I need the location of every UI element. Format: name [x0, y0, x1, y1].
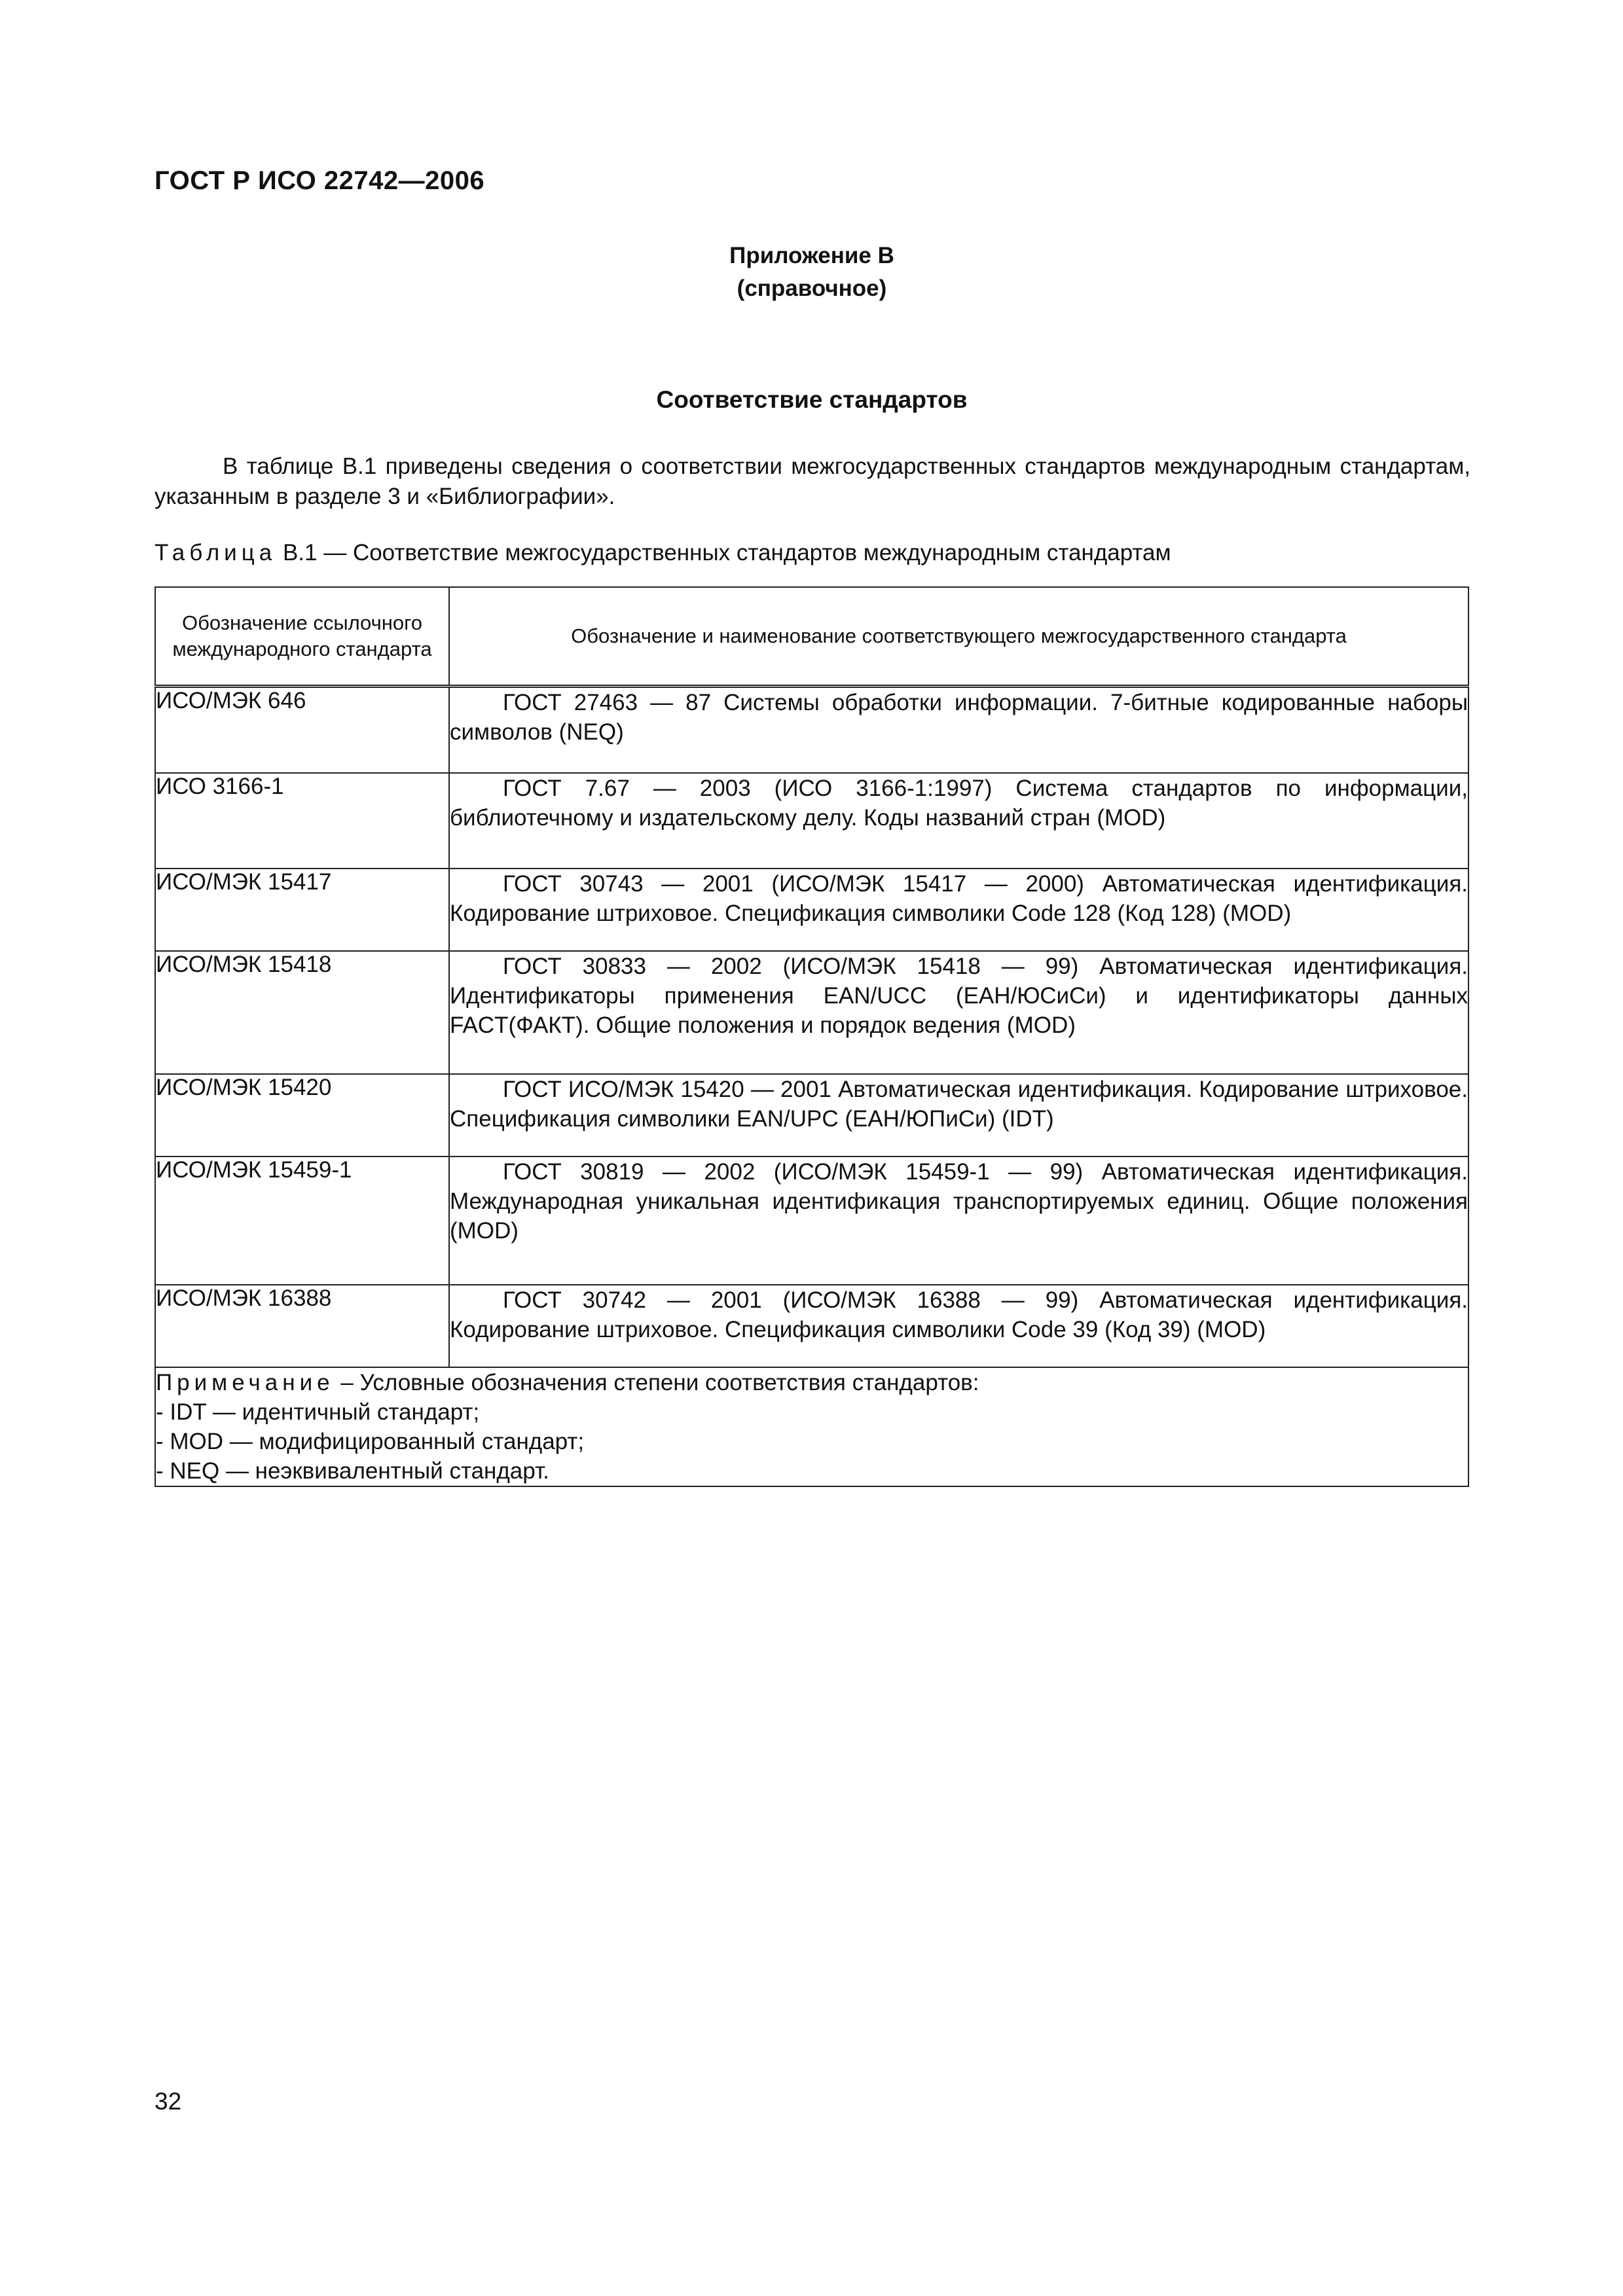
section-title: Соответствие стандартов: [656, 386, 968, 413]
header-international-standard: Обозначение ссылочного международного стандарта: [155, 587, 449, 687]
table-caption: [155, 540, 1171, 566]
table-row: [155, 773, 1468, 869]
international-code-cell: ИСО/МЭК 15418: [155, 951, 449, 1074]
annex-status: (справочное): [737, 276, 887, 301]
interstate-standard-cell: ГОСТ 7.67 — 2003 (ИСО 3166-1:1997) Система стандартов по информации, библиотечному и издательскому делу. Коды названий стран (MOD): [449, 773, 1468, 869]
note-intro: – Условные обозначения степени соответствия стандартов:: [334, 1369, 979, 1395]
note-item: - MOD — модифицированный стандарт;: [156, 1428, 585, 1454]
note-heading: [156, 1368, 1468, 1397]
international-code-cell: ИСО/МЭК 646: [155, 687, 449, 773]
international-code-cell: ИСО/МЭК 15417: [155, 869, 449, 951]
interstate-standard-cell: ГОСТ 27463 — 87 Системы обработки информации. 7-битные кодированные наборы символов (NEQ): [449, 687, 1468, 773]
note-item: - IDT — идентичный стандарт;: [156, 1399, 480, 1425]
intro-paragraph: [155, 452, 1470, 512]
interstate-standard-cell: ГОСТ 30743 — 2001 (ИСО/МЭК 15417 — 2000) Автоматическая идентификация. Кодирование штриховое. Спецификация символики Code 128 (Код 128) (MOD): [449, 869, 1468, 951]
interstate-standard-cell: ГОСТ 30742 — 2001 (ИСО/МЭК 16388 — 99) Автоматическая идентификация. Кодирование штриховое. Спецификация символики Code 39 (Код 39) (MOD): [449, 1285, 1468, 1367]
intro-text: В таблице В.1 приведены сведения о соответствии межгосударственных стандартов международным стандартам, указанным в разделе 3 и «Библиографии».: [155, 454, 1470, 509]
page-number: 32: [155, 2088, 182, 2115]
table-row: [155, 1074, 1468, 1157]
table-caption-label: Таблица: [155, 540, 277, 565]
interstate-standard-cell: ГОСТ ИСО/МЭК 15420 — 2001 Автоматическая идентификация. Кодирование штриховое. Спецификация символики EAN/UPC (ЕАН/ЮПиСи) (IDT): [449, 1074, 1468, 1157]
table-note: [155, 1367, 1468, 1486]
international-code-cell: ИСО/МЭК 16388: [155, 1285, 449, 1367]
table-row: [155, 687, 1468, 773]
table-row: [155, 869, 1468, 951]
table-note-row: [155, 1367, 1468, 1486]
international-code-cell: ИСО/МЭК 15420: [155, 1074, 449, 1157]
note-label: Примечание: [156, 1369, 335, 1395]
table-header-row: [155, 587, 1468, 687]
annex-title: Приложение В: [729, 243, 894, 268]
document-code: ГОСТ Р ИСО 22742—2006: [155, 166, 485, 195]
table-row: [155, 1157, 1468, 1285]
interstate-standard-cell: ГОСТ 30819 — 2002 (ИСО/МЭК 15459-1 — 99) Автоматическая идентификация. Международная уникальная идентификация транспортируемых единиц. Общие положения (MOD): [449, 1157, 1468, 1285]
international-code-cell: ИСО/МЭК 15459-1: [155, 1157, 449, 1285]
international-code-cell: ИСО 3166-1: [155, 773, 449, 869]
table-caption-text: В.1 — Соответствие межгосударственных стандартов международным стандартам: [276, 540, 1171, 565]
header-interstate-standard: Обозначение и наименование соответствующего межгосударственного стандарта: [449, 587, 1468, 687]
table-row: [155, 1285, 1468, 1367]
annex-heading: [714, 240, 910, 305]
correspondence-table: [155, 586, 1469, 1487]
interstate-standard-cell: ГОСТ 30833 — 2002 (ИСО/МЭК 15418 — 99) Автоматическая идентификация. Идентификаторы применения EAN/UCC (ЕАН/ЮСиСи) и идентификаторы данных FACT(ФАКТ). Общие положения и порядок ведения (MOD): [449, 951, 1468, 1074]
note-item: - NEQ — неэквивалентный стандарт.: [156, 1458, 549, 1484]
table-row: [155, 951, 1468, 1074]
